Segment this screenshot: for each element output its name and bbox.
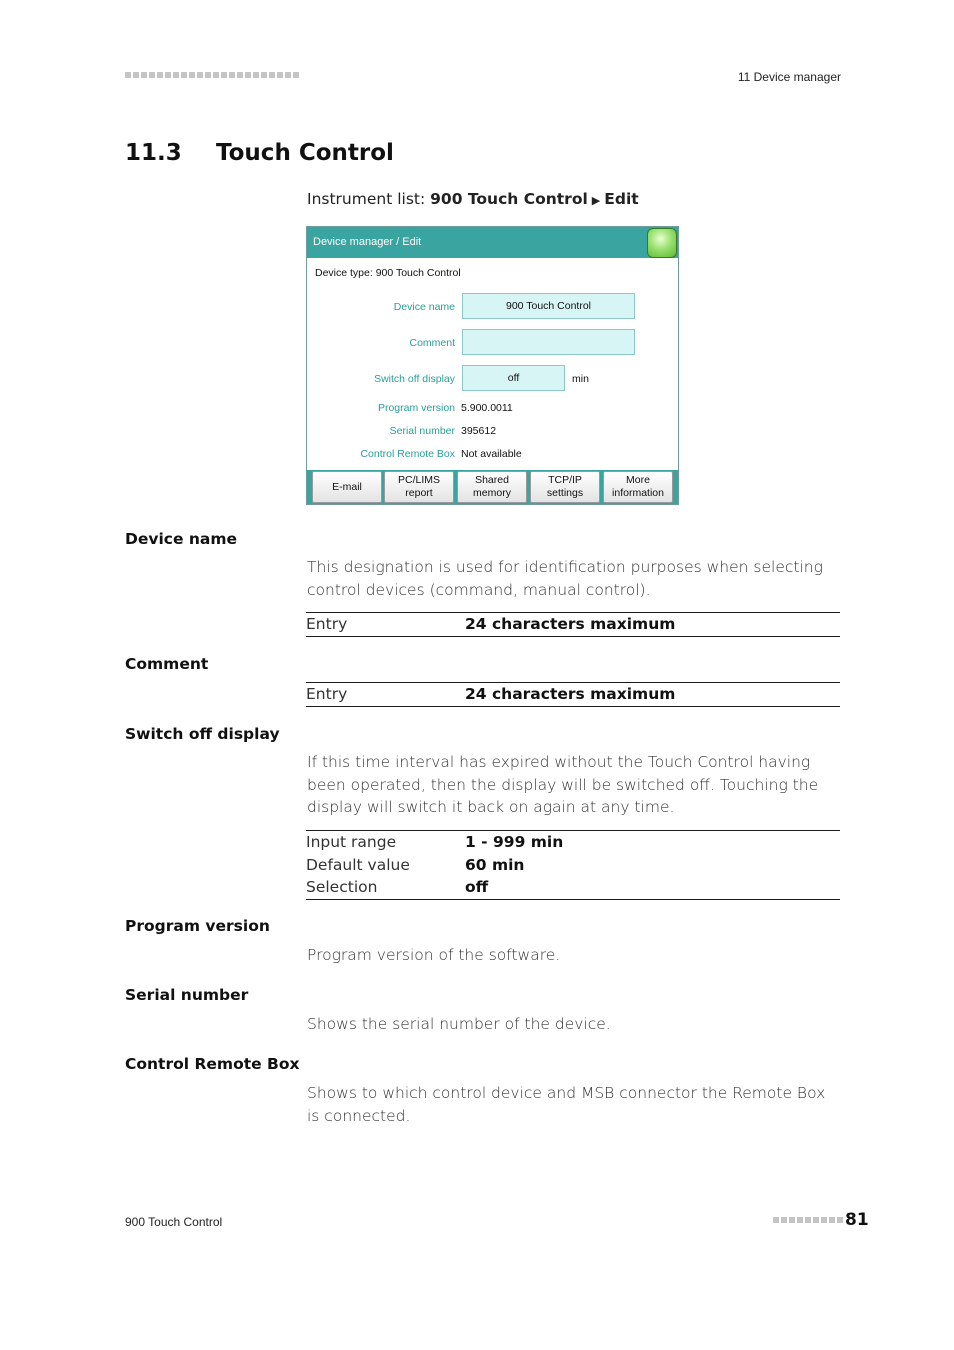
remote-box-value: Not available — [461, 448, 522, 460]
navigation-path — [307, 190, 639, 208]
page-number: 81 — [845, 1210, 869, 1230]
switch-off-label: Switch off display — [374, 373, 455, 385]
switch-off-text: If this time interval has expired without the Touch Control having been operated, then the display will be switched off. Touching the display will switch it back on again at any time. — [307, 753, 819, 816]
entry-value: 24 characters maximum — [465, 615, 676, 633]
device-name-label: Device name — [393, 301, 455, 313]
nav-prefix: Instrument list: — [307, 190, 426, 208]
nav-action: Edit — [604, 190, 639, 208]
program-version-label: Program version — [377, 402, 455, 414]
selection-value: off — [465, 878, 489, 896]
nav-item: 900 Touch Control — [430, 190, 588, 208]
comment-field[interactable] — [462, 329, 635, 355]
entry-value: 24 characters maximum — [465, 685, 676, 703]
selection-key: Selection — [306, 878, 378, 896]
device-type: Device type: 900 Touch Control — [315, 267, 461, 279]
entry-key: Entry — [306, 615, 348, 633]
comment-table — [306, 682, 840, 707]
serial-number-label: Serial number — [389, 425, 455, 437]
default-value-key: Default value — [306, 855, 410, 874]
remote-box-heading: Control Remote Box — [125, 1055, 300, 1073]
footer-document-title: 900 Touch Control — [125, 1215, 223, 1229]
shared-memory-button[interactable]: Shared memory — [457, 471, 527, 503]
tcpip-settings-button[interactable]: TCP/IP settings — [530, 471, 600, 503]
entry-key: Entry — [306, 685, 348, 703]
arrow-right-icon: ▶ — [591, 194, 601, 207]
switch-off-table — [306, 830, 840, 900]
remote-box-text: Shows to which control device and MSB connector the Remote Box is connected. — [307, 1084, 826, 1125]
comment-heading: Comment — [125, 655, 209, 673]
device-name-field[interactable]: 900 Touch Control — [462, 293, 635, 319]
serial-number-text: Shows the serial number of the device. — [307, 1015, 611, 1033]
program-version-text: Program version of the software. — [307, 946, 561, 964]
switch-off-field[interactable]: off — [462, 365, 565, 391]
switch-off-heading: Switch off display — [125, 725, 280, 743]
input-range-key: Input range — [306, 833, 397, 851]
section-title — [125, 140, 394, 166]
footer-decoration — [773, 1217, 843, 1223]
remote-box-label: Control Remote Box — [360, 448, 455, 460]
more-information-button[interactable]: More information — [603, 471, 673, 503]
default-value-value: 60 min — [465, 855, 525, 874]
device-name-heading: Device name — [125, 530, 238, 548]
device-screen — [306, 226, 679, 505]
device-name-text: This designation is used for identification purposes when selecting control devices (command, manual control). — [307, 558, 823, 599]
section-number: 11.3 — [125, 140, 182, 166]
serial-number-heading: Serial number — [125, 986, 249, 1004]
pclims-report-button[interactable]: PC/LIMS report — [384, 471, 454, 503]
serial-number-value: 395612 — [461, 425, 497, 437]
program-version-heading: Program version — [125, 917, 270, 935]
header-decoration — [125, 72, 299, 78]
home-button[interactable] — [647, 228, 677, 258]
program-version-value: 5.900.0011 — [461, 402, 513, 414]
section-heading: Touch Control — [216, 140, 394, 166]
switch-off-unit: min — [572, 373, 589, 385]
device-name-table — [306, 612, 840, 637]
comment-label: Comment — [409, 337, 455, 349]
screen-title: Device manager / Edit — [313, 236, 422, 248]
screen-title-bar — [307, 227, 678, 258]
email-button[interactable]: E-mail — [312, 471, 382, 503]
input-range-value: 1 - 999 min — [465, 833, 564, 851]
chapter-header: 11 Device manager — [737, 70, 841, 84]
